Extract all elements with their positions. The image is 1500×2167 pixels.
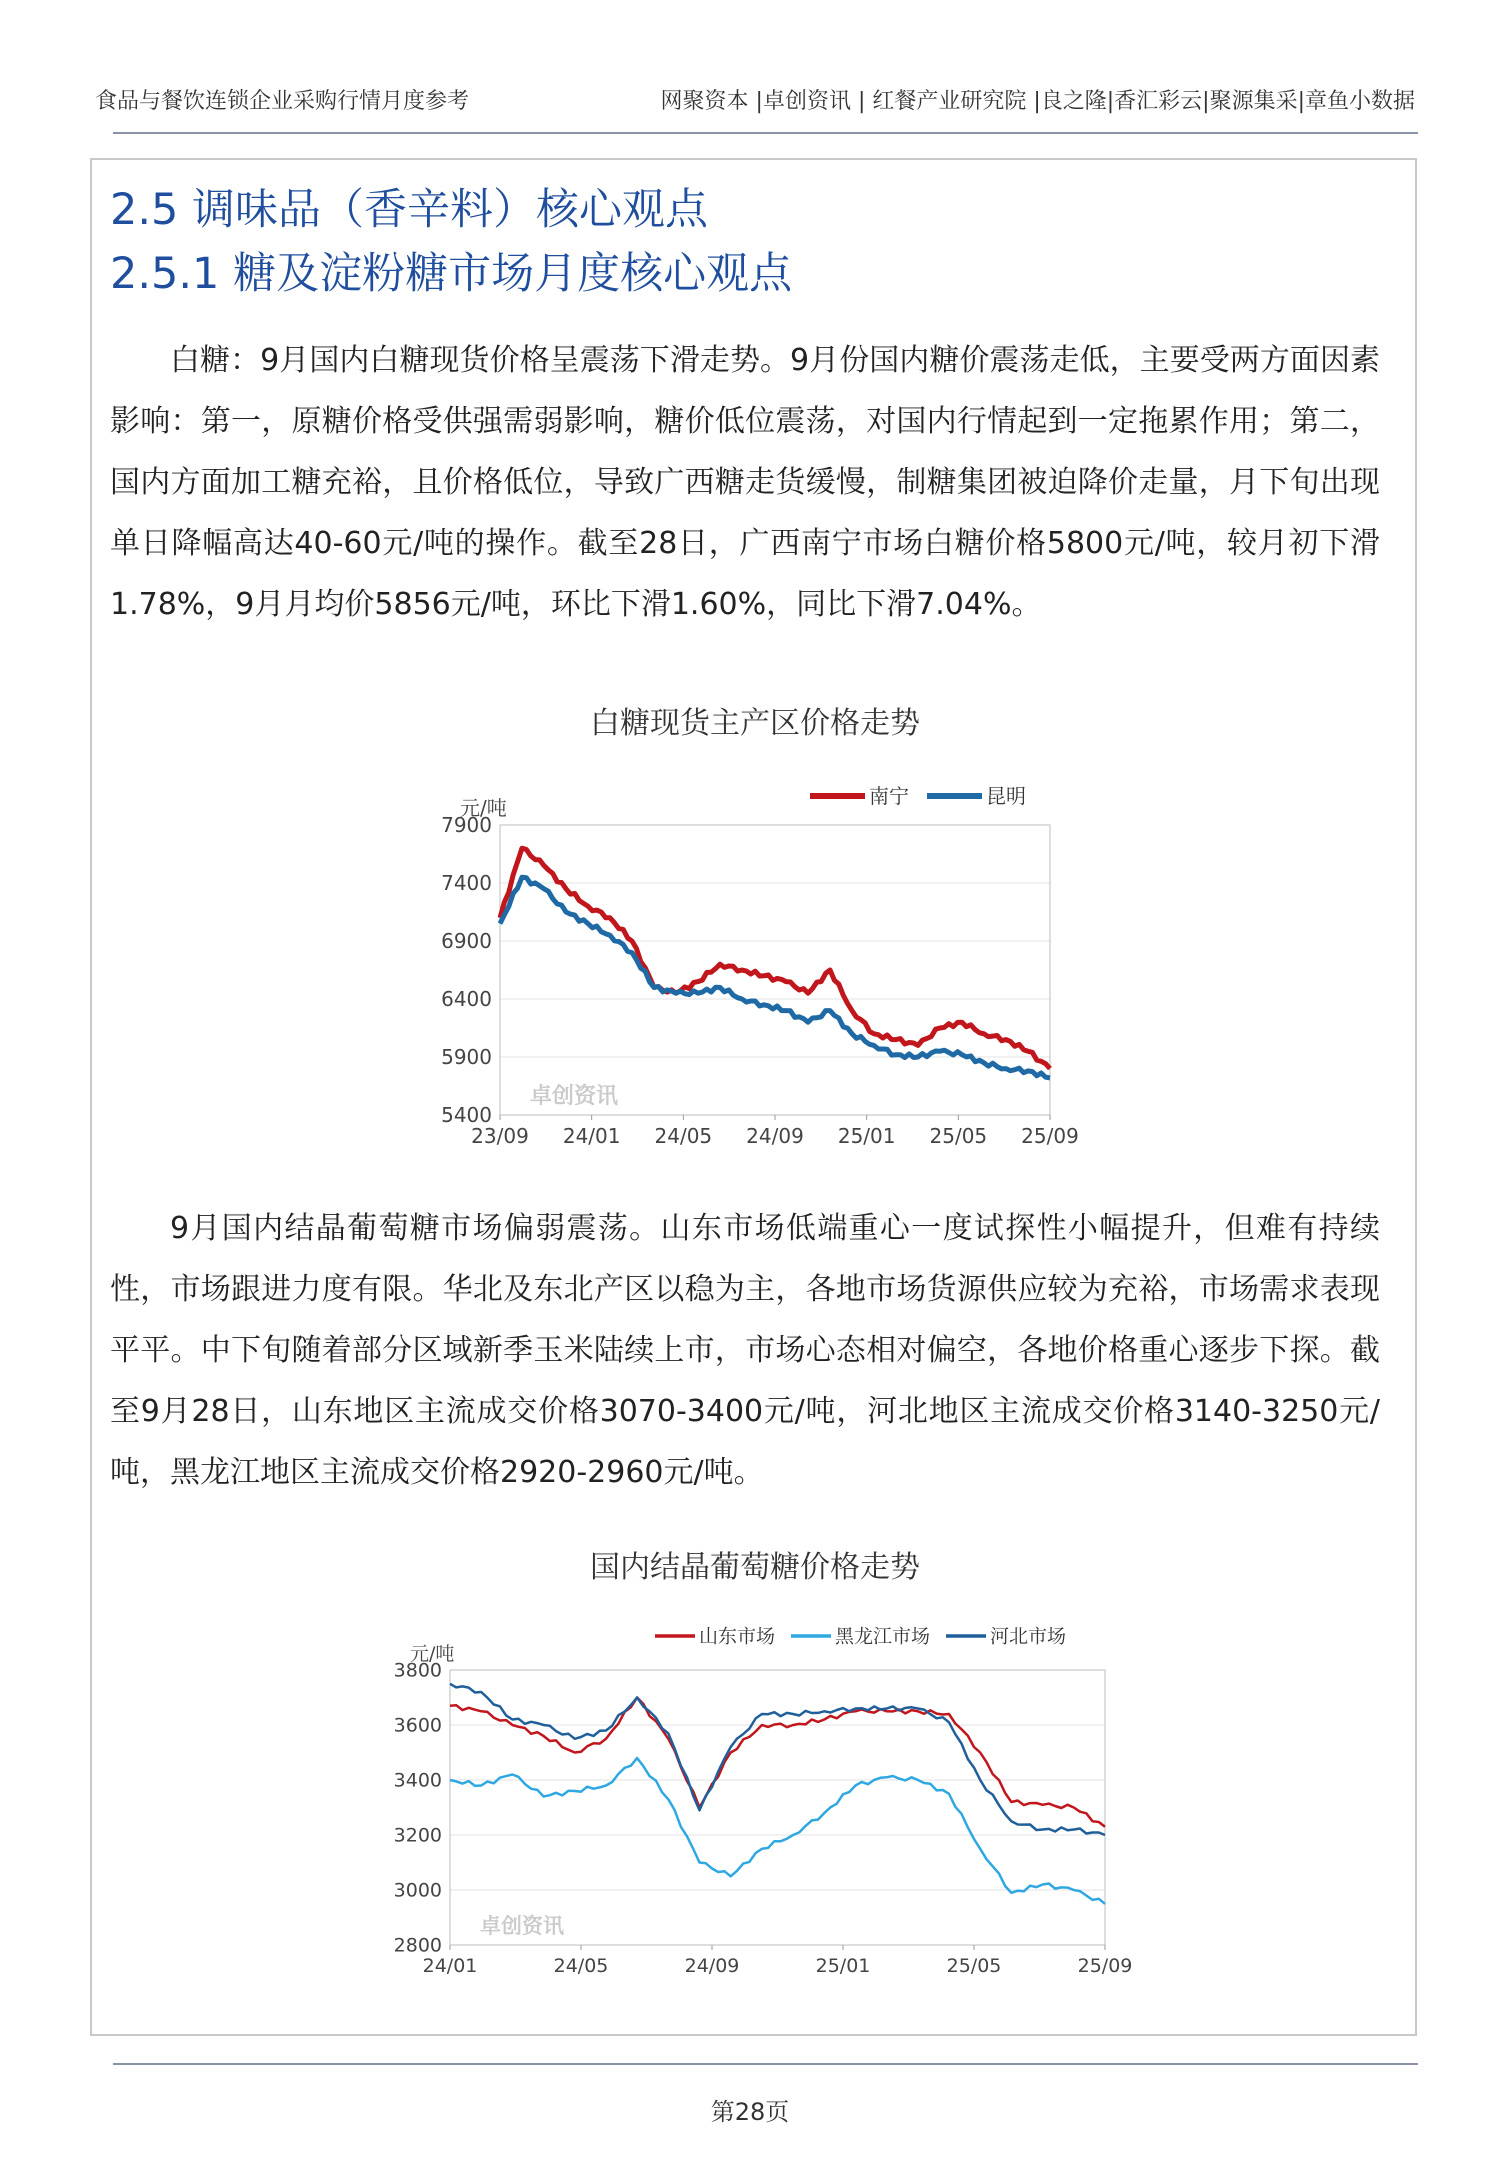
y-tick-label: 3200 [393,1824,442,1847]
series-line-2 [450,1684,1105,1835]
y-axis-unit: 元/吨 [460,796,507,820]
watermark: 卓创资讯 [530,1084,619,1109]
footer-divider [113,2063,1418,2065]
y-tick-label: 5900 [441,1045,492,1069]
legend-label: 黑龙江市场 [835,1625,931,1648]
x-tick-label: 25/01 [837,1124,896,1148]
subsection-heading: 2.5.1 糖及淀粉糖市场月度核心观点 [110,249,793,299]
x-tick-label: 25/01 [815,1955,871,1977]
y-tick-label: 3600 [393,1714,442,1737]
legend-label: 山东市场 [699,1625,776,1648]
page-number: 第28页 [710,2098,790,2126]
x-tick-label: 25/09 [1077,1955,1133,1977]
x-tick-label: 25/05 [929,1124,988,1148]
x-tick-label: 24/01 [562,1124,621,1148]
x-tick-label: 25/05 [946,1955,1002,1977]
watermark: 卓创资讯 [480,1914,564,1938]
y-tick-label: 3800 [393,1659,442,1682]
header-divider [113,132,1418,134]
sugar-paragraph: 白糖：9月国内白糖现货价格呈震荡下滑走势。9月份国内糖价震荡走低，主要受两方面因素影响：第一，原糖价格受供强需弱影响，糖价低位震荡，对国内行情起到一定拖累作用；第二，国内方面加工糖充裕，且价格低位，导致广西糖走货缓慢，制糖集团被迫降价走量，月下旬出现单日降幅高达40-60元/吨的操作。截至28日，广西南宁市场白糖价格5800元/吨，较月初下滑1.78%，9月月均价5856元/吨，环比下滑1.60%，同比下滑7.04%。 [110,343,1380,622]
plot-frame [500,825,1050,1115]
x-tick-label: 24/09 [746,1124,804,1148]
y-tick-label: 3000 [393,1879,442,1902]
y-tick-label: 3400 [393,1769,442,1792]
legend-label: 南宁 [869,784,909,808]
x-tick-label: 24/01 [422,1955,478,1977]
sugar-price-chart [420,770,1080,1170]
y-axis-unit: 元/吨 [410,1643,455,1665]
x-tick-label: 23/09 [471,1124,529,1148]
series-line-0 [450,1698,1105,1827]
glucose-price-chart [385,1610,1133,2000]
chart2-caption: 国内结晶葡萄糖价格走势 [590,1550,920,1585]
x-tick-label: 24/05 [654,1124,713,1148]
section-heading: 2.5 调味品（香辛料）核心观点 [110,185,709,235]
glucose-paragraph: 9月国内结晶葡萄糖市场偏弱震荡。山东市场低端重心一度试探性小幅提升，但难有持续性，市场跟进力度有限。华北及东北产区以稳为主，各地市场货源供应较为充裕，市场需求表现平平。中下旬随着部分区域新季玉米陆续上市，市场心态相对偏空，各地价格重心逐步下探。截至9月28日，山东地区主流成交价格3070-3400元/吨，河北地区主流成交价格3140-3250元/吨，黑龙江地区主流成交价格2920-2960元/吨。 [110,1211,1380,1490]
chart1-caption: 白糖现货主产区价格走势 [590,706,920,741]
plot-frame [450,1670,1105,1945]
header-sources: 网聚资本 |卓创资讯 | 红餐产业研究院 |良之隆|香汇彩云|聚源集采|章鱼小数据 [660,89,1415,114]
legend-label: 昆明 [986,784,1026,808]
y-tick-label: 7400 [441,871,492,895]
y-tick-label: 7900 [441,813,492,837]
page-header [95,84,1415,124]
x-tick-label: 24/05 [553,1955,609,1977]
x-tick-label: 25/09 [1021,1124,1079,1148]
legend-label: 河北市场 [990,1625,1067,1648]
x-tick-label: 24/09 [684,1955,740,1977]
y-tick-label: 6900 [441,929,492,953]
series-line-0 [500,848,1050,1068]
y-tick-label: 5400 [441,1103,492,1127]
y-tick-label: 2800 [393,1934,442,1957]
y-tick-label: 6400 [441,987,492,1011]
header-left-title: 食品与餐饮连锁企业采购行情月度参考 [95,89,470,114]
